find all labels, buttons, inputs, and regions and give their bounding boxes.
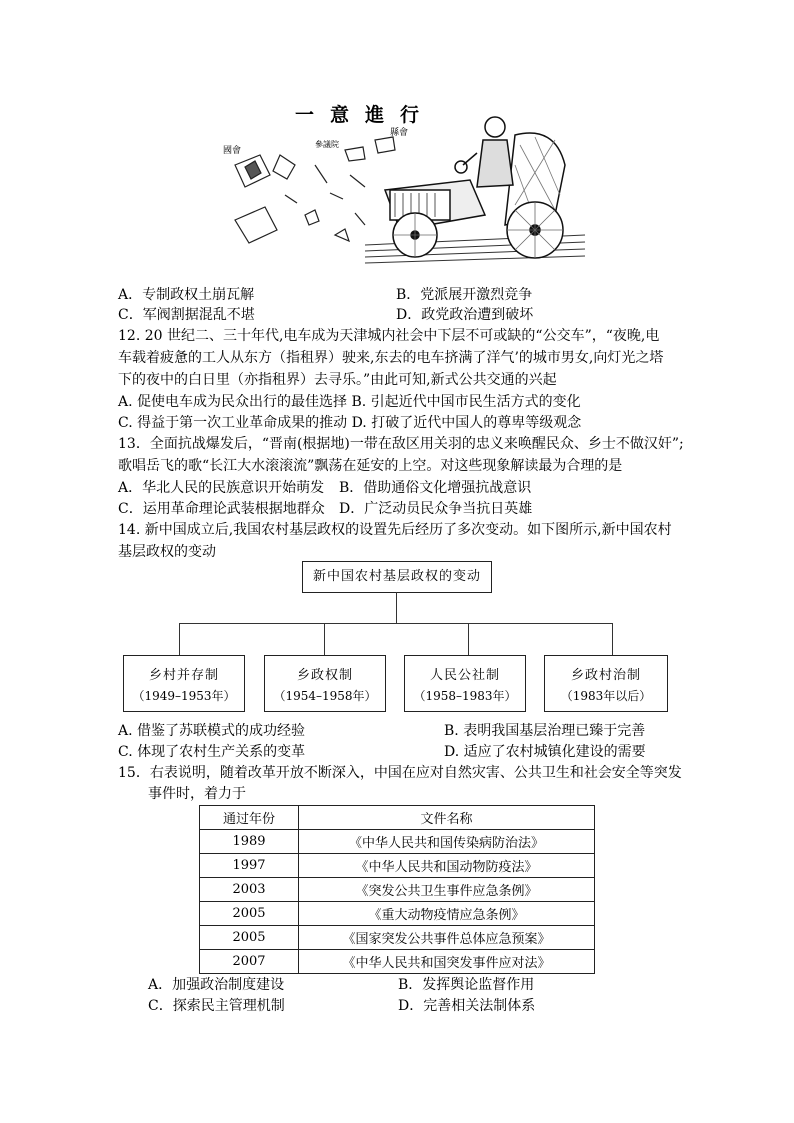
q13-option-a: A．华北人民的民族意识开始萌发	[118, 480, 325, 496]
diagram-connector-3	[468, 623, 469, 655]
q12-options-ab: A. 促使电车成为民众出行的最佳选择 B. 引起近代中国市民生活方式的变化	[118, 394, 581, 410]
diagram-connector-bar	[179, 623, 613, 624]
q12-options-cd: C. 得益于第一次工业革命成果的推动 D. 打破了近代中国人的尊卑等级观念	[118, 415, 582, 431]
stage-1-name: 乡村并存制	[148, 668, 219, 683]
stage-2-name: 乡政权制	[296, 668, 353, 683]
q11-option-a: A．专制政权土崩瓦解	[118, 287, 255, 303]
diagram-connector-4	[612, 623, 613, 655]
q15-option-a: A．加强政治制度建设	[148, 977, 285, 993]
diagram-connector-2	[324, 623, 325, 655]
q13-stem-line1: 13．全面抗战爆发后，“晋南(根据地)一带在敌区用关羽的忠义来唤醒民众、乡士不做汉奸”;	[118, 436, 684, 452]
cartoon-label-left: 國會	[223, 146, 242, 156]
cartoon-illustration	[215, 95, 587, 275]
q15-stem-line2: 事件时，着力于	[148, 786, 246, 802]
q12-stem-line3: 下的夜中的白日里（亦指租界）去寻乐。”由此可知,新式公共交通的兴起	[118, 372, 557, 388]
q12-stem-line1: 12. 20 世纪二、三十年代,电车成为天津城内社会中下层不可或缺的“公交车”，“夜晚,电	[118, 328, 660, 344]
diagram-connector-stem	[396, 592, 397, 623]
table-cell-document: 《中华人民共和国突发事件应对法》	[299, 950, 595, 974]
cartoon-label-right: 縣會	[390, 128, 409, 138]
q11-option-d: D．政党政治遭到破坏	[396, 307, 534, 323]
stage-3-period: （1958–1983年）	[413, 689, 517, 703]
table-cell-year: 1989	[200, 830, 299, 854]
stage-3-name: 人民公社制	[429, 668, 500, 683]
q11-option-c: C．军阀割据混乱不堪	[118, 307, 255, 323]
q13-option-c: C．运用革命理论武装根据地群众	[118, 501, 325, 517]
q12-stem-line2: 车载着疲惫的工人从东方（指租界）驶来,东去的电车挤满了洋气’的城市男女,向灯光之塔	[118, 350, 664, 366]
table-header-row	[200, 806, 595, 830]
stage-4-name: 乡政村治制	[570, 668, 641, 683]
table-cell-year: 2003	[200, 878, 299, 902]
diagram-connector-1	[179, 623, 180, 655]
table-cell-document: 《中华人民共和国动物防疫法》	[299, 854, 595, 878]
table-cell-year: 1997	[200, 854, 299, 878]
q15-table	[199, 805, 595, 974]
table-row	[200, 926, 595, 950]
table-cell-document: 《中华人民共和国传染病防治法》	[299, 830, 595, 854]
stage-2-period: （1954–1958年）	[273, 689, 377, 703]
q15-option-c: C．探索民主管理机制	[148, 998, 285, 1014]
q13-option-b: B．借助通俗文化增强抗战意识	[339, 480, 532, 496]
table-cell-year: 2005	[200, 926, 299, 950]
table-cell-year: 2007	[200, 950, 299, 974]
diagram-stage-4	[544, 655, 668, 712]
diagram-stage-3	[404, 655, 526, 712]
q14-stem-line2: 基层政权的变动	[118, 544, 216, 560]
table-row	[200, 854, 595, 878]
table-row	[200, 902, 595, 926]
diagram-title: 新中国农村基层政权的变动	[312, 569, 481, 584]
table-header-year: 通过年份	[200, 806, 299, 830]
q13-stem-line2: 歌唱岳飞的歌“长江大水滚滚流”飘荡在延安的上空。对这些现象解读最为合理的是	[118, 458, 623, 474]
q14-option-c: C. 体现了农村生产关系的变革	[118, 744, 306, 760]
table-cell-document: 《国家突发公共事件总体应急预案》	[299, 926, 595, 950]
diagram-stage-1	[123, 655, 245, 712]
table-row	[200, 950, 595, 974]
table-cell-year: 2005	[200, 902, 299, 926]
q11-option-b: B．党派展开激烈竞争	[396, 287, 533, 303]
stage-1-period: （1949–1953年）	[132, 689, 236, 703]
table-row	[200, 878, 595, 902]
q15-option-d: D．完善相关法制体系	[398, 998, 536, 1014]
stage-4-period: （1983年以后）	[560, 689, 652, 703]
table-row	[200, 830, 595, 854]
cartoon-label-mid: 參議院	[315, 140, 339, 149]
cartoon-title: 一意進行	[295, 104, 436, 126]
q14-option-a: A. 借鉴了苏联模式的成功经验	[118, 723, 306, 739]
q14-option-b: B. 表明我国基层治理已臻于完善	[444, 723, 646, 739]
q13-option-d: D．广泛动员民众争当抗日英雄	[339, 501, 533, 517]
diagram-stage-2	[264, 655, 386, 712]
table-header-document: 文件名称	[299, 806, 595, 830]
q15-stem-line1: 15．右表说明，随着改革开放不断深入，中国在应对自然灾害、公共卫生和社会安全等突发	[118, 765, 682, 781]
table-cell-document: 《突发公共卫生事件应急条例》	[299, 878, 595, 902]
diagram-title-box	[302, 561, 492, 593]
table-cell-document: 《重大动物疫情应急条例》	[299, 902, 595, 926]
q14-option-d: D. 适应了农村城镇化建设的需要	[444, 744, 646, 760]
q15-option-b: B．发挥舆论监督作用	[398, 977, 535, 993]
q14-stem-line1: 14. 新中国成立后,我国农村基层政权的设置先后经历了多次变动。如下图所示,新中国农村	[118, 522, 672, 538]
